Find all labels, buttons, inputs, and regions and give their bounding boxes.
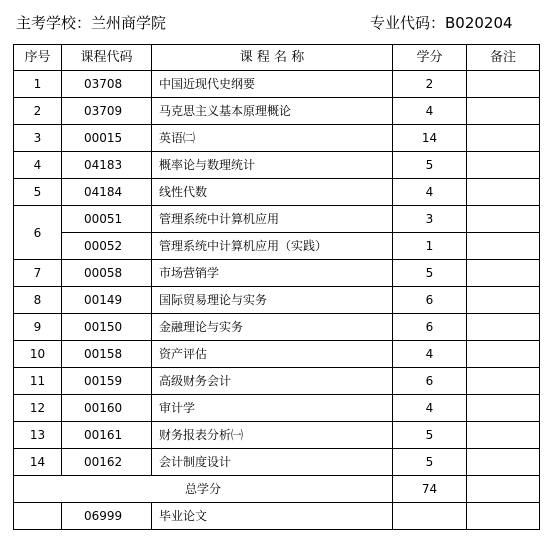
- row-code: 00051: [62, 206, 152, 233]
- row-course-name: 管理系统中计算机应用（实践）: [152, 233, 393, 260]
- row-code: 00162: [62, 449, 152, 476]
- row-credits: 3: [393, 206, 467, 233]
- table-row: [14, 71, 540, 98]
- row-course-name: 金融理论与实务: [152, 314, 393, 341]
- row-credits: 6: [393, 368, 467, 395]
- thesis-credits: [393, 503, 467, 530]
- row-course-name: 线性代数: [152, 179, 393, 206]
- col-header-code: 课程代码: [62, 45, 152, 71]
- row-note: [467, 125, 540, 152]
- row-credits: 2: [393, 71, 467, 98]
- table-row: [14, 449, 540, 476]
- table-row: [14, 206, 540, 233]
- row-credits: 5: [393, 152, 467, 179]
- table-row: [14, 260, 540, 287]
- row-seq: 11: [14, 368, 62, 395]
- total-note: [467, 476, 540, 503]
- row-course-name: 中国近现代史纲要: [152, 71, 393, 98]
- row-note: [467, 368, 540, 395]
- row-seq: 12: [14, 395, 62, 422]
- row-code: 00149: [62, 287, 152, 314]
- table-row: [14, 341, 540, 368]
- row-credits: 6: [393, 314, 467, 341]
- school-label: 主考学校：兰州商学院: [16, 14, 167, 32]
- total-credits-label: 总学分: [14, 476, 393, 503]
- table-row: [14, 368, 540, 395]
- table-row: [14, 314, 540, 341]
- row-note: [467, 152, 540, 179]
- table-row: [14, 152, 540, 179]
- row-note: [467, 260, 540, 287]
- col-header-seq: 序号: [14, 45, 62, 71]
- row-course-name: 管理系统中计算机应用: [152, 206, 393, 233]
- row-note: [467, 206, 540, 233]
- row-course-name: 概率论与数理统计: [152, 152, 393, 179]
- row-seq: 2: [14, 98, 62, 125]
- row-code: 03709: [62, 98, 152, 125]
- row-code: 00160: [62, 395, 152, 422]
- row-note: [467, 449, 540, 476]
- row-credits: 1: [393, 233, 467, 260]
- table-row: [14, 395, 540, 422]
- row-course-name: 英语㈡: [152, 125, 393, 152]
- row-seq: 5: [14, 179, 62, 206]
- row-note: [467, 233, 540, 260]
- col-header-name: 课 程 名 称: [152, 45, 393, 71]
- row-seq: 13: [14, 422, 62, 449]
- row-code: 03708: [62, 71, 152, 98]
- row-note: [467, 395, 540, 422]
- thesis-code: 06999: [62, 503, 152, 530]
- row-note: [467, 71, 540, 98]
- row-credits: 4: [393, 179, 467, 206]
- thesis-seq: [14, 503, 62, 530]
- table-row: [14, 179, 540, 206]
- row-code: 00058: [62, 260, 152, 287]
- row-credits: 5: [393, 449, 467, 476]
- table-row: [14, 233, 540, 260]
- row-note: [467, 287, 540, 314]
- row-seq: 6: [14, 206, 62, 260]
- row-note: [467, 98, 540, 125]
- row-course-name: 高级财务会计: [152, 368, 393, 395]
- row-note: [467, 314, 540, 341]
- col-header-credits: 学分: [393, 45, 467, 71]
- row-credits: 14: [393, 125, 467, 152]
- row-code: 00159: [62, 368, 152, 395]
- total-credits-value: 74: [393, 476, 467, 503]
- table-header-row: [14, 45, 540, 71]
- row-credits: 4: [393, 341, 467, 368]
- row-seq: 8: [14, 287, 62, 314]
- row-credits: 5: [393, 422, 467, 449]
- thesis-name: 毕业论文: [152, 503, 393, 530]
- row-code: 00161: [62, 422, 152, 449]
- course-table: [13, 44, 540, 530]
- row-seq: 14: [14, 449, 62, 476]
- total-row: [14, 476, 540, 503]
- row-note: [467, 341, 540, 368]
- table-row: [14, 98, 540, 125]
- row-credits: 5: [393, 260, 467, 287]
- thesis-row: [14, 503, 540, 530]
- major-code-label: 专业代码：B020204: [370, 14, 513, 32]
- row-credits: 6: [393, 287, 467, 314]
- row-course-name: 市场营销学: [152, 260, 393, 287]
- table-row: [14, 125, 540, 152]
- row-code: 04184: [62, 179, 152, 206]
- row-code: 00158: [62, 341, 152, 368]
- col-header-note: 备注: [467, 45, 540, 71]
- row-note: [467, 179, 540, 206]
- row-seq: 10: [14, 341, 62, 368]
- row-code: 00052: [62, 233, 152, 260]
- row-course-name: 财务报表分析㈠: [152, 422, 393, 449]
- row-code: 00015: [62, 125, 152, 152]
- row-seq: 1: [14, 71, 62, 98]
- thesis-note: [467, 503, 540, 530]
- row-credits: 4: [393, 98, 467, 125]
- table-row: [14, 287, 540, 314]
- row-course-name: 资产评估: [152, 341, 393, 368]
- row-code: 00150: [62, 314, 152, 341]
- row-seq: 7: [14, 260, 62, 287]
- row-credits: 4: [393, 395, 467, 422]
- table-row: [14, 422, 540, 449]
- row-seq: 4: [14, 152, 62, 179]
- row-seq: 3: [14, 125, 62, 152]
- row-note: [467, 422, 540, 449]
- row-course-name: 会计制度设计: [152, 449, 393, 476]
- row-course-name: 马克思主义基本原理概论: [152, 98, 393, 125]
- row-code: 04183: [62, 152, 152, 179]
- row-course-name: 审计学: [152, 395, 393, 422]
- row-course-name: 国际贸易理论与实务: [152, 287, 393, 314]
- row-seq: 9: [14, 314, 62, 341]
